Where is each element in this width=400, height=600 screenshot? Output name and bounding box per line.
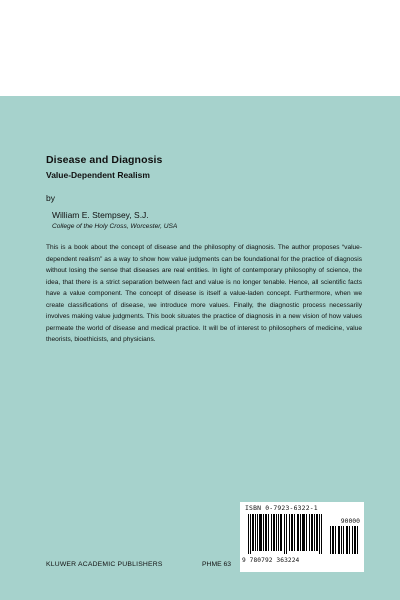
book-title: Disease and Diagnosis	[46, 154, 163, 166]
ean-number: 9 780792 363224	[242, 557, 300, 564]
by-label: by	[46, 193, 55, 203]
publisher-name: KLUWER ACADEMIC PUBLISHERS	[46, 561, 163, 568]
author-name: William E. Stempsey, S.J.	[52, 210, 149, 220]
barcode-bars-addon	[330, 526, 359, 554]
author-affiliation: College of the Holy Cross, Worcester, USA	[52, 223, 178, 230]
series-code: PHME 63	[202, 561, 232, 568]
price-code: 90000	[340, 517, 360, 525]
barcode-bars-main	[248, 514, 324, 554]
isbn-number: ISBN 0-7923-6322-1	[245, 504, 318, 512]
top-margin	[0, 0, 400, 96]
book-description: This is a book about the concept of disease and the philosophy of diagnosis. The author proposes “value-dependent realism” as a way to show how value judgments can be foundational for the practice of diagnosis without losing the sense that diseases are real entities. In light of contemporary philosophy of science, the idea, that there is a strict separation between fact and value is no longer tenable. Hence, all scientific facts have a value component. The concept of disease is itself a value-laden concept. Furthermore, when we create classifications of disease, we introduce more values. Finally, the diagnostic process necessarily involves making value judgments. This book situates the practice of diagnosis in a new vision of how values permeate the world of disease and medical practice. It will be of interest to philosophers of medicine, value theorists, bioethicists, and physicians.	[46, 244, 362, 344]
isbn-barcode	[240, 502, 364, 572]
book-subtitle: Value-Dependent Realism	[46, 170, 150, 180]
